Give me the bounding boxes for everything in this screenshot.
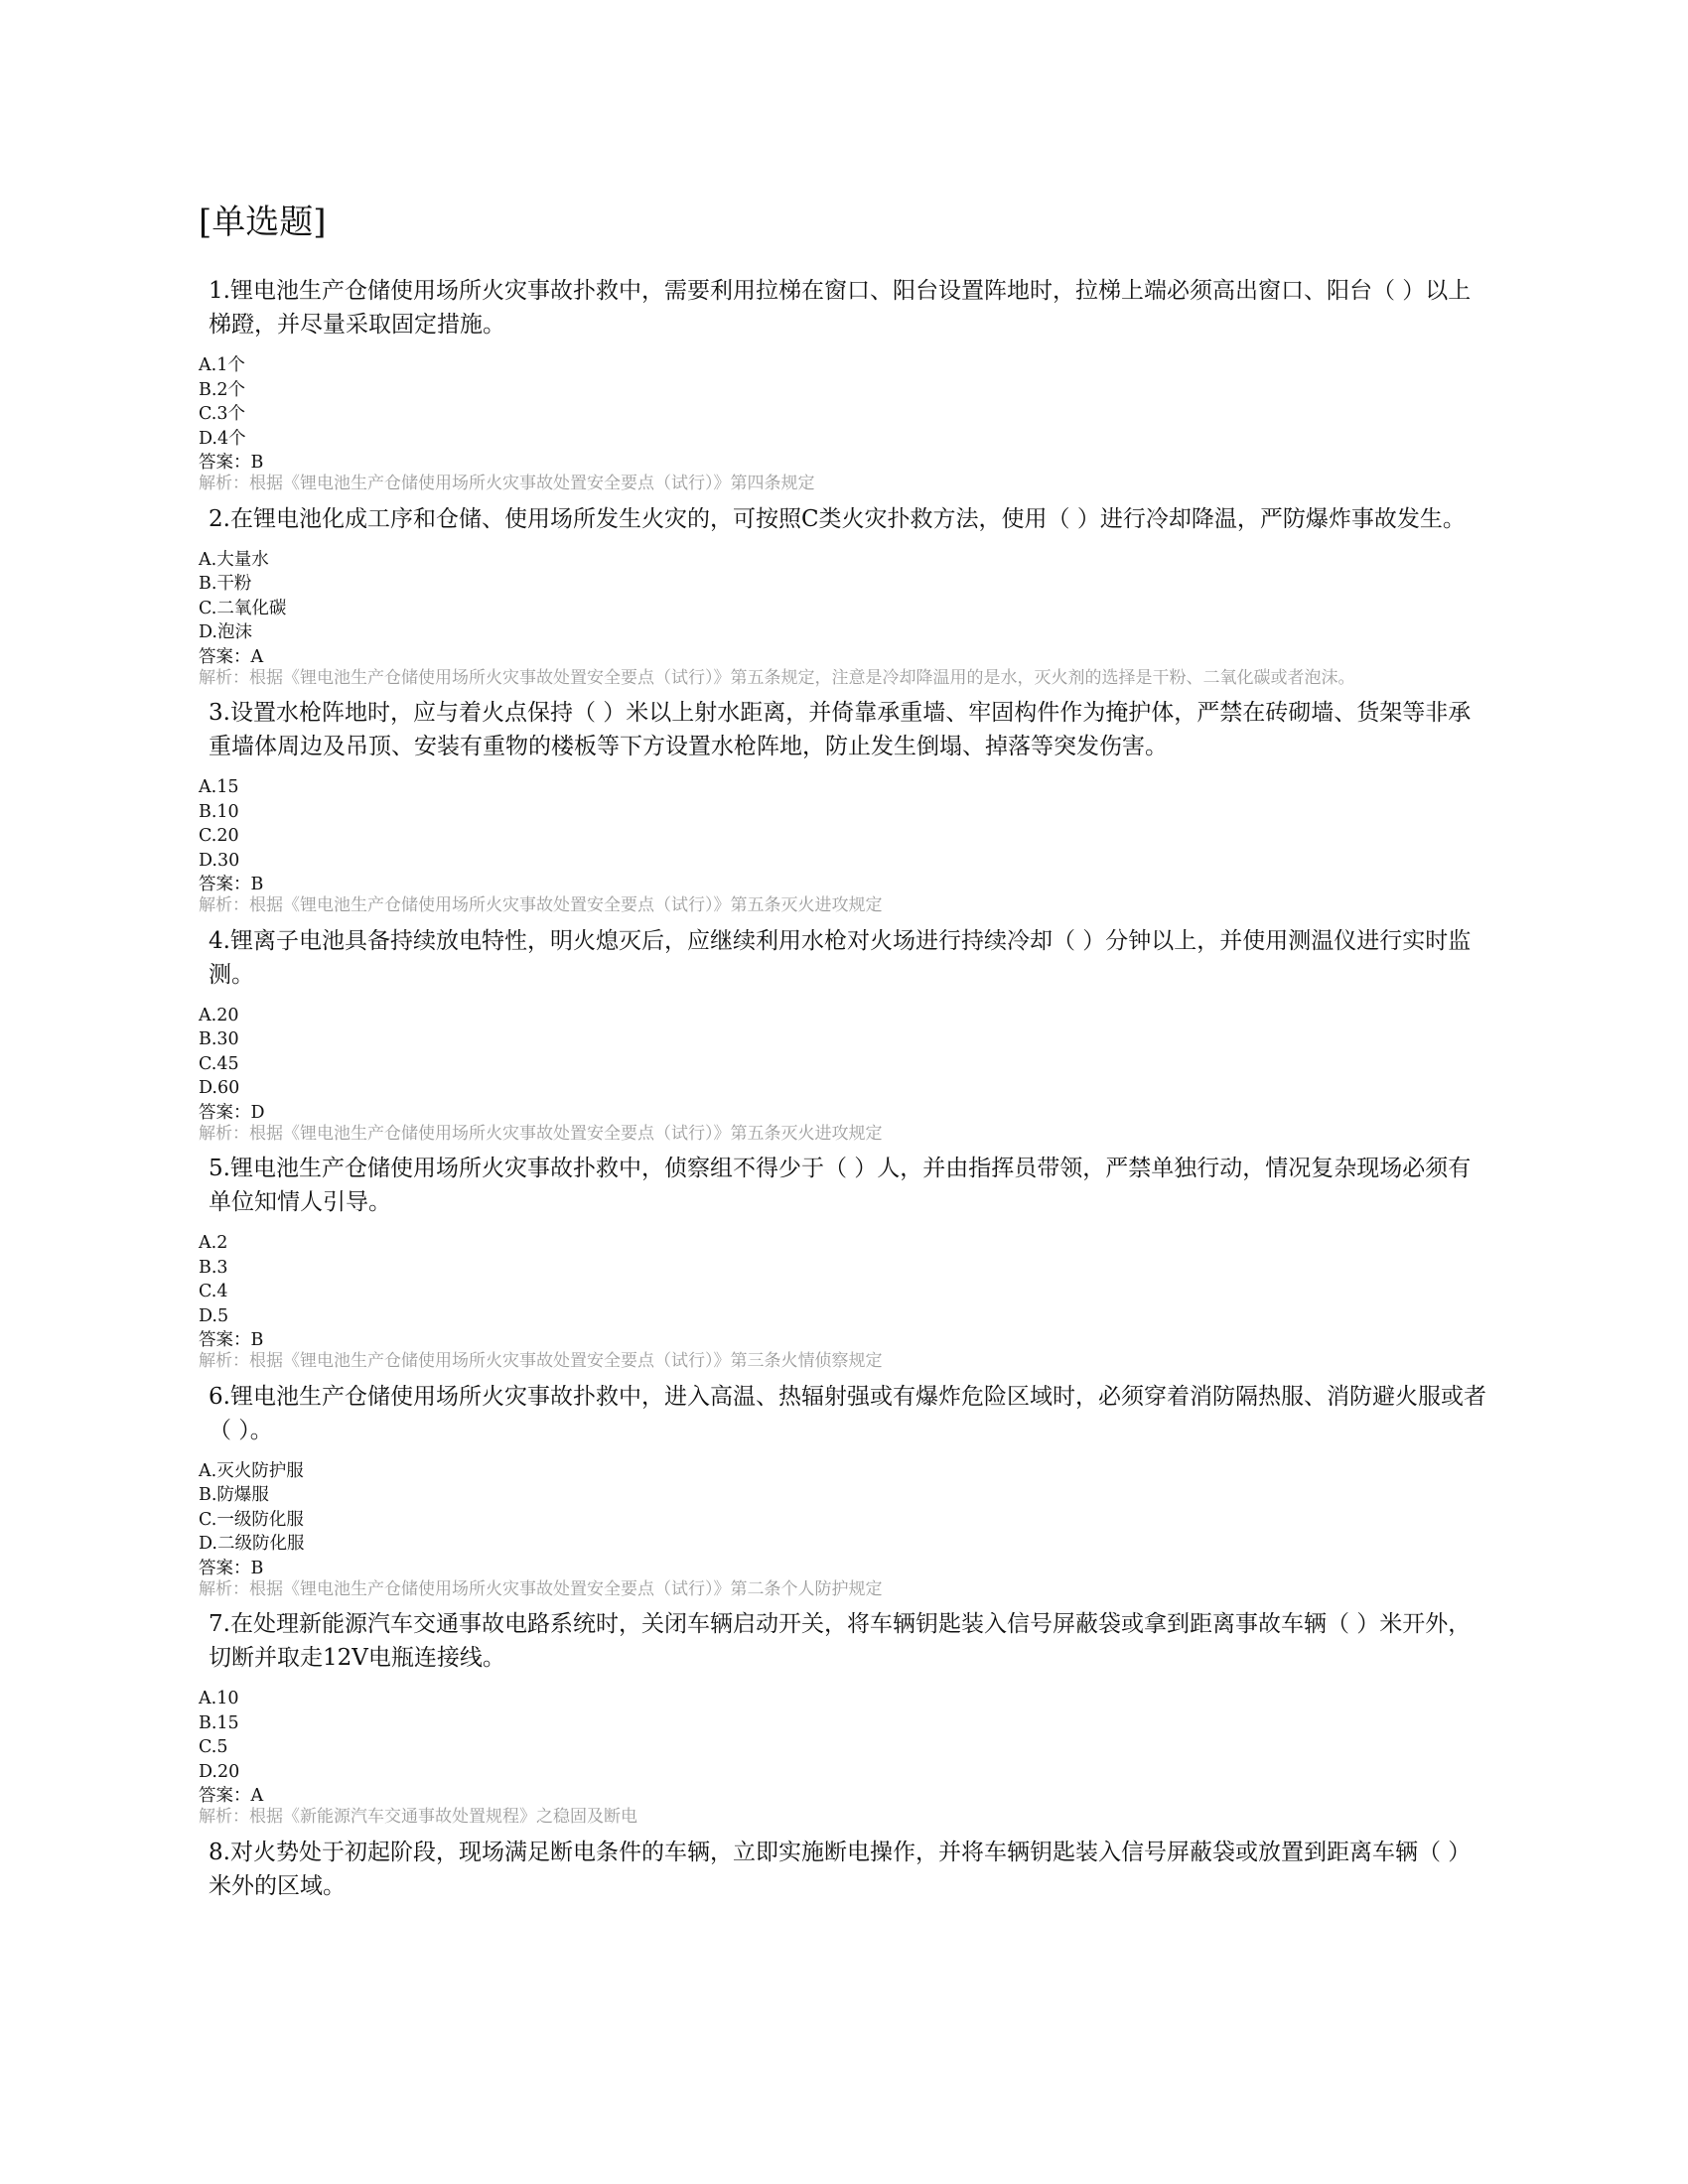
option-c: C.一级防化服 [199,1509,304,1530]
question-stem: 2.在锂电池化成工序和仓储、使用场所发生火灾的，可按照C类火灾扑救方法，使用（ ）进行冷却降温，严防爆炸事故发生。 [209,505,1466,532]
option-a: A.大量水 [199,549,269,570]
answer: 答案：A [199,1786,264,1806]
option-d: D.20 [199,1761,240,1782]
option-d: D.60 [199,1078,240,1098]
question-8 [199,1836,1489,1903]
option-b: B.防爆服 [199,1485,269,1505]
question-stem: 4.锂离子电池具备持续放电特性，明火熄灭后，应继续利用水枪对火场进行持续冷却（ ）分钟以上，并使用测温仪进行实时监测。 [209,927,1472,988]
option-c: C.45 [199,1053,239,1074]
question-4 [199,924,1489,1145]
answer: 答案：B [199,1330,264,1350]
option-b: B.30 [199,1029,239,1049]
explanation: 解析：根据《锂电池生产仓储使用场所火灾事故处置安全要点（试行）》第四条规定 [199,474,815,493]
question-1 [199,274,1489,494]
option-d: D.5 [199,1305,229,1326]
question-5 [199,1152,1489,1372]
question-stem: 5.锂电池生产仓储使用场所火灾事故扑救中，侦察组不得少于（ ）人，并由指挥员带领，严禁单独行动，情况复杂现场必须有单位知情人引导。 [209,1156,1472,1215]
question-stem: 8.对火势处于初起阶段，现场满足断电条件的车辆，立即实施断电操作，并将车辆钥匙装入信号屏蔽袋或放置到距离车辆（ ）米外的区域。 [209,1839,1472,1899]
explanation: 解析：根据《锂电池生产仓储使用场所火灾事故处置安全要点（试行）》第五条灭火进攻规定 [199,895,883,915]
explanation: 解析：根据《锂电池生产仓储使用场所火灾事故处置安全要点（试行）》第二条个人防护规定 [199,1578,883,1599]
option-a: A.20 [199,1005,239,1025]
option-a: A.灭火防护服 [199,1460,304,1481]
option-b: B.15 [199,1712,239,1733]
option-b: B.10 [199,801,239,822]
question-stem: 1.锂电池生产仓储使用场所火灾事故扑救中，需要利用拉梯在窗口、阳台设置阵地时，拉梯上端必须高出窗口、阳台（ ）以上梯蹬，并尽量采取固定措施。 [209,278,1472,338]
option-d: D.30 [199,850,240,871]
answer: 答案：B [199,875,264,894]
option-a: A.10 [199,1689,239,1708]
explanation: 解析：根据《锂电池生产仓储使用场所火灾事故处置安全要点（试行）》第五条规定，注意是冷却降温用的是水，灭火剂的选择是干粉、二氧化碳或者泡沫。 [199,667,1355,688]
option-d: D.二级防化服 [199,1534,305,1554]
question-2 [199,502,1489,689]
option-d: D.泡沫 [199,622,252,642]
option-b: B.2个 [199,379,246,400]
option-a: A.2 [199,1233,228,1253]
question-stem: 3.设置水枪阵地时，应与着火点保持（ ）米以上射水距离，并倚靠承重墙、牢固构件作为掩护体，严禁在砖砌墙、货架等非承重墙体周边及吊顶、安装有重物的楼板等下方设置水枪阵地，防止发生倒塌、掉落等突发伤害。 [209,700,1472,759]
explanation: 解析：根据《锂电池生产仓储使用场所火灾事故处置安全要点（试行）》第五条灭火进攻规定 [199,1123,883,1144]
option-c: C.5 [199,1737,228,1757]
explanation: 解析：根据《锂电池生产仓储使用场所火灾事故处置安全要点（试行）》第三条火情侦察规定 [199,1351,883,1371]
option-a: A.1个 [199,355,245,375]
question-6 [199,1380,1489,1600]
question-stem: 6.锂电池生产仓储使用场所火灾事故扑救中，进入高温、热辐射强或有爆炸危险区域时，必须穿着消防隔热服、消防避火服或者（ ）。 [209,1383,1486,1443]
option-c: C.二氧化碳 [199,598,287,618]
option-c: C.3个 [199,404,245,424]
answer: 答案：D [199,1102,265,1123]
question-3 [199,696,1489,916]
option-a: A.15 [199,777,239,797]
option-b: B.3 [199,1257,228,1278]
section-title: [单选题] [199,203,327,242]
answer: 答案：B [199,453,264,473]
question-7 [199,1607,1489,1828]
explanation: 解析：根据《新能源汽车交通事故处置规程》之稳固及断电 [199,1807,637,1827]
answer: 答案：A [199,646,264,667]
option-d: D.4个 [199,428,246,449]
question-stem: 7.在处理新能源汽车交通事故电路系统时，关闭车辆启动开关，将车辆钥匙装入信号屏蔽袋或拿到距离事故车辆（ ）米开外，切断并取走12V电瓶连接线。 [209,1611,1472,1671]
option-c: C.20 [199,826,239,846]
option-c: C.4 [199,1282,228,1301]
answer: 答案：B [199,1558,264,1578]
document-page [199,199,1489,1915]
option-b: B.干粉 [199,574,252,594]
